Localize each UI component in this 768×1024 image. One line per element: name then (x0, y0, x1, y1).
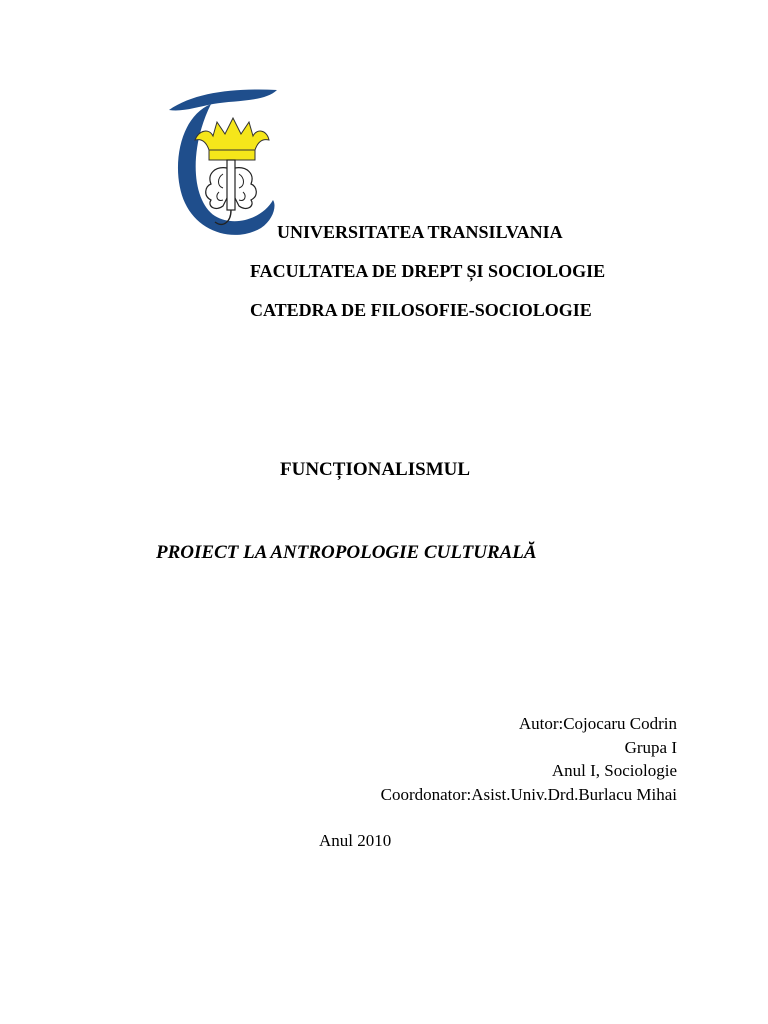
study-year-line: Anul I, Sociologie (551, 761, 677, 780)
university-logo (165, 88, 280, 243)
academic-year: Anul 2010 (319, 831, 392, 850)
university-name: UNIVERSITATEA TRANSILVANIA (277, 222, 563, 242)
author-details (381, 712, 677, 806)
author-line: Autor:Cojocaru Codrin (518, 714, 677, 733)
faculty-name: FACULTATEA DE DREPT ȘI SOCIOLOGIE (250, 261, 606, 281)
document-title: FUNCȚIONALISMUL (280, 459, 471, 480)
university-crest-icon (165, 88, 280, 243)
document-subtitle: PROIECT LA ANTROPOLOGIE CULTURALĂ (156, 542, 537, 563)
department-name: CATEDRA DE FILOSOFIE-SOCIOLOGIE (250, 300, 592, 320)
group-line: Grupa I (624, 737, 677, 757)
coordinator-line: Coordonator:Asist.Univ.Drd.Burlacu Mihai (380, 784, 677, 804)
